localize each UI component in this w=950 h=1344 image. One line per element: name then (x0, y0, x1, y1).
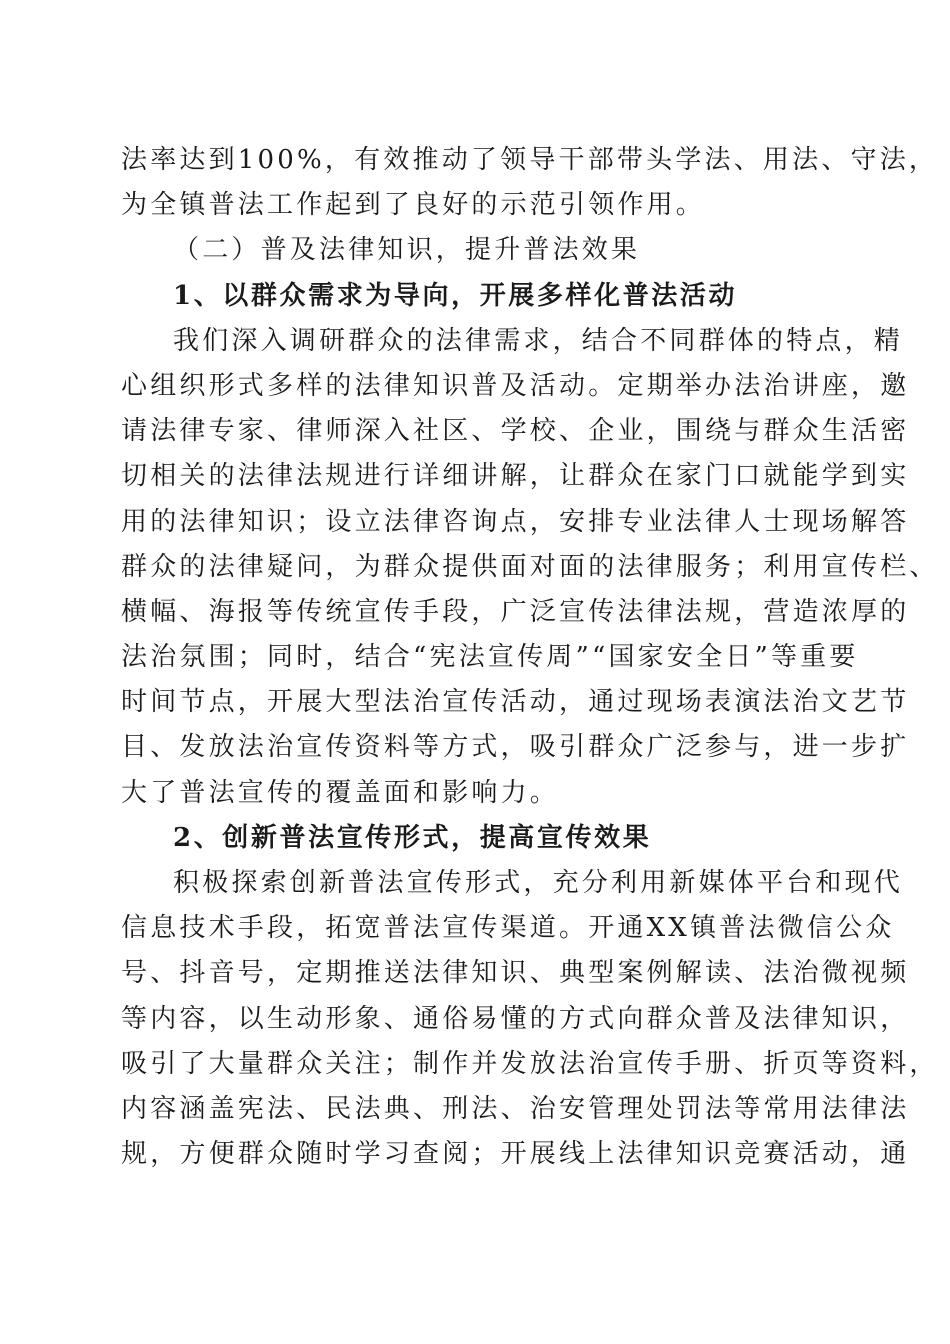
subsection-heading: 2、创新普法宣传形式，提高宣传效果 (173, 822, 652, 853)
text-line: 请法律专家、律师深入社区、学校、企业，围绕与群众生活密 (121, 416, 910, 447)
text-line: 目、发放法治宣传资料等方式，吸引群众广泛参与，进一步扩 (121, 732, 910, 763)
text-line: 吸引了大量群众关注；制作并发放法治宣传手册、折页等资料， (121, 1048, 939, 1079)
text-line: 法治氛围；同时，结合“宪法宣传周”“国家安全日”等重要 (121, 642, 859, 673)
text-line: 时间节点，开展大型法治宣传活动，通过现场表演法治文艺节 (121, 687, 910, 718)
text-line: 大了普法宣传的覆盖面和影响力。 (121, 777, 560, 808)
section-heading: （二）普及法律知识，提升普法效果 (173, 235, 641, 266)
text-line: 法率达到100%，有效推动了领导干部带头学法、用法、守法， (121, 145, 939, 175)
text-line: 横幅、海报等传统宣传手段，广泛宣传法律法规，营造浓厚的 (121, 596, 910, 627)
text-line: 积极探索创新普法宣传形式，充分利用新媒体平台和现代 (173, 868, 904, 898)
text-line: 我们深入调研群众的法律需求，结合不同群体的特点，精 (173, 325, 904, 356)
text-line: 为全镇普法工作起到了良好的示范引领作用。 (121, 190, 706, 221)
text-line: 用的法律知识；设立法律咨询点，安排专业法律人士现场解答 (121, 506, 910, 537)
text-line: 规，方便群众随时学习查阅；开展线上法律知识竞赛活动，通 (121, 1139, 910, 1170)
text-line: 信息技术手段，拓宽普法宣传渠道。开通XX镇普法微信公众 (121, 913, 895, 944)
text-line: 切相关的法律法规进行详细讲解，让群众在家门口就能学到实 (121, 461, 910, 492)
text-line: 号、抖音号，定期推送法律知识、典型案例解读、法治微视频 (121, 958, 910, 989)
text-line: 等内容，以生动形象、通俗易懂的方式向群众普及法律知识， (121, 1003, 910, 1034)
document-body (121, 138, 939, 1177)
text-line: 心组织形式多样的法律知识普及活动。定期举办法治讲座，邀 (121, 370, 910, 401)
text-line: 内容涵盖宪法、民法典、刑法、治安管理处罚法等常用法律法 (121, 1093, 910, 1124)
subsection-heading: 1、以群众需求为导向，开展多样化普法活动 (173, 280, 738, 311)
text-line: 群众的法律疑问，为群众提供面对面的法律服务；利用宣传栏、 (121, 551, 939, 582)
